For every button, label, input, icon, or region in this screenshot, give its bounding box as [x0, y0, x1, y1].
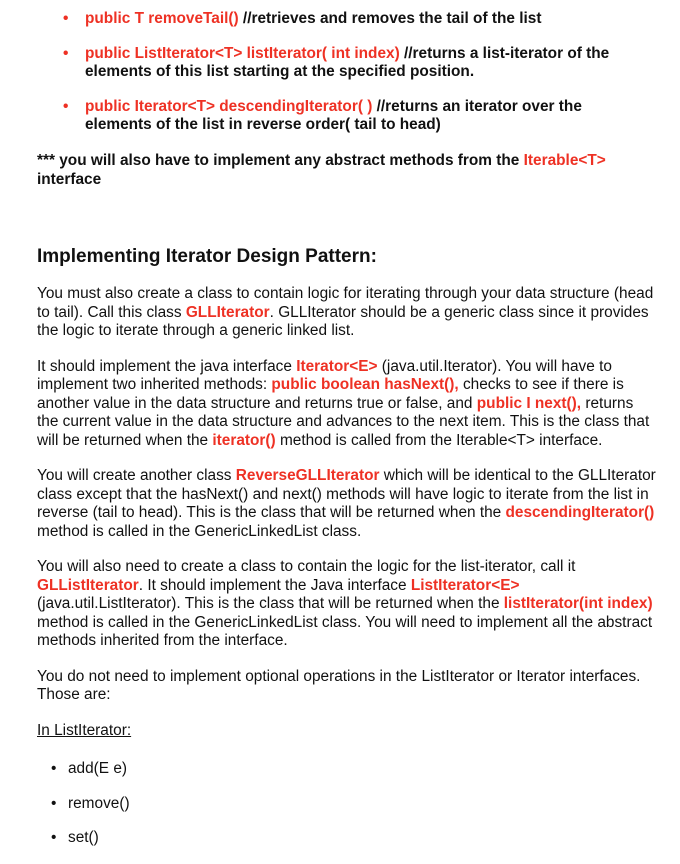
text-run: . GLLIterator should be a generic class since it provides the logic to iterate through a generic linked list.	[37, 303, 649, 339]
text-run: You will create another class	[37, 467, 236, 484]
text-run: checks to see if there is another value in the data structure and returns true or false, and	[37, 376, 624, 412]
highlight-interface: ListIterator<E>	[410, 576, 520, 594]
text-run: (java.util.Iterator). You will have to implement two inherited methods:	[37, 357, 612, 393]
method-description: //returns an iterator over the elements of the list in reverse order( tail to head)	[85, 97, 582, 133]
highlight-method: descendingIterator()	[505, 504, 655, 521]
method-signature: public T removeTail()	[85, 10, 239, 27]
note-link: Iterable<T>	[523, 152, 606, 169]
text-run: which will be identical to the GLLIterator class except that the hasNext() and next() methods will have logic to iterate from the list in reverse (tail to head). This is the class that will be returned when the	[37, 467, 656, 521]
list-item-text: remove()	[68, 794, 130, 812]
highlight-method: public boolean hasNext(),	[271, 376, 459, 393]
paragraph-iterator-interface	[37, 358, 656, 451]
section-heading: Implementing Iterator Design Pattern:	[37, 246, 377, 267]
paragraph-list-iterator	[37, 558, 656, 651]
highlight-class-name: ReverseGLLIterator	[235, 467, 380, 484]
list-item	[51, 794, 656, 814]
bullet-icon: •	[51, 829, 57, 846]
method-item	[63, 97, 650, 135]
highlight-method: iterator()	[212, 431, 276, 449]
paragraph-optional-ops: You do not need to implement optional operations in the ListIterator or Iterator interfaces. Those are:	[37, 667, 641, 703]
method-description: //retrieves and removes the tail of the list	[238, 10, 542, 27]
highlight-interface: Iterator<E>	[296, 357, 378, 375]
list-item	[51, 829, 656, 848]
bullet-icon: •	[51, 794, 57, 812]
list-item	[51, 760, 656, 779]
text-run: method is called in the GenericLinkedList class.	[37, 522, 362, 540]
list-item-text: add(E e)	[68, 760, 128, 777]
list-item-text: set()	[68, 829, 99, 846]
highlight-method: listIterator(int index)	[503, 595, 653, 612]
method-item	[63, 10, 650, 29]
highlight-class-name: GLListIterator	[37, 576, 139, 594]
text-run: returns the current value in the data structure and advances to the next item. This is the class that will be returned when the	[37, 394, 650, 449]
sub-heading-listiterator: In ListIterator:	[37, 721, 132, 739]
method-signature: public Iterator<T> descendingIterator( )	[85, 97, 373, 115]
text-run: . It should implement the Java interface	[138, 576, 411, 594]
method-signature: public ListIterator<T> listIterator( int index)	[85, 44, 400, 62]
text-run: method is called from the Iterable<T> interface.	[275, 431, 603, 449]
optional-ops-list	[37, 760, 656, 848]
iterable-note	[37, 152, 652, 189]
note-suffix: interface	[37, 170, 102, 188]
text-run: method is called in the GenericLinkedList class. You will need to implement all the abstract methods inherited from the interface.	[37, 613, 653, 649]
note-prefix: *** you will also have to implement any abstract methods from the	[37, 152, 524, 169]
method-list	[63, 10, 650, 151]
bullet-icon: •	[63, 97, 69, 115]
bullet-icon: •	[51, 760, 57, 777]
method-item	[63, 44, 650, 82]
paragraph-reverse-iterator	[37, 467, 656, 541]
highlight-class-name: GLLIterator	[185, 303, 270, 321]
bullet-icon: •	[63, 44, 69, 62]
text-run: You must also create a class to contain logic for iterating through your data structure (head to tail). Call this class	[37, 285, 654, 321]
method-description: //returns a list-iterator of the elements of this list starting at the specified position.	[85, 44, 610, 80]
section-body	[37, 285, 656, 864]
paragraph-gll-iterator	[37, 285, 656, 341]
highlight-method: public I next(),	[476, 394, 582, 412]
text-run: (java.util.ListIterator). This is the class that will be returned when the	[37, 595, 504, 612]
bullet-icon: •	[63, 10, 69, 27]
text-run: You will also need to create a class to contain the logic for the list-iterator, call it	[37, 558, 576, 575]
text-run: It should implement the java interface	[37, 357, 297, 375]
